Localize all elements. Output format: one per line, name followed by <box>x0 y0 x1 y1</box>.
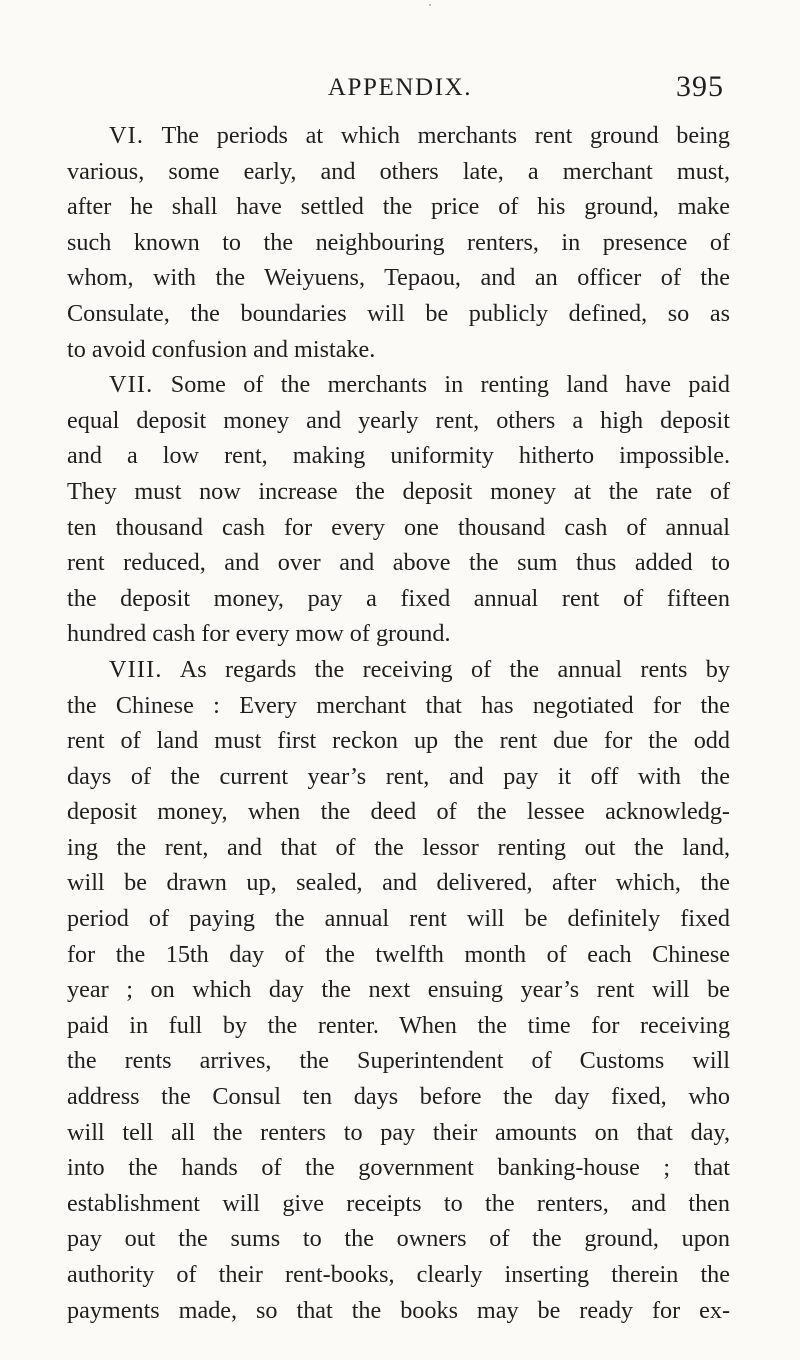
article-number: VI. <box>109 122 145 149</box>
page-body <box>67 118 730 1328</box>
print-speck <box>429 4 431 6</box>
text-line: to avoid confusion and mistake. <box>67 335 376 363</box>
article-number: VIII. <box>109 655 163 683</box>
text-line: such known to the neighbouring renters, in presence of <box>67 228 730 256</box>
text-line: Consulate, the boundaries will be publicly defined, so as <box>67 299 730 327</box>
text-line: days of the current year’s rent, and pay it off with the <box>67 762 730 790</box>
text-line: VIII. As regards the receiving of the annual rents by <box>109 655 730 683</box>
text-line: ten thousand cash for every one thousand cash of annual <box>67 513 730 541</box>
text-line: will tell all the renters to pay their amounts on that day, <box>67 1118 730 1146</box>
page-number: 395 <box>676 70 724 103</box>
article-number: VII. <box>109 371 154 399</box>
text-line: whom, with the Weiyuens, Tepaou, and an officer of the <box>67 264 730 292</box>
article-vi <box>67 118 730 367</box>
text-line: establishment will give receipts to the renters, and then <box>67 1189 730 1217</box>
text-line: VI. The periods at which merchants rent ground being <box>109 122 730 149</box>
text-line: rent of land must first reckon up the rent due for the odd <box>67 727 730 755</box>
text-line: rent reduced, and over and above the sum thus added to <box>67 549 730 577</box>
page-header <box>0 66 800 110</box>
text-line: payments made, so that the books may be ready for ex- <box>67 1296 730 1324</box>
text-line: ing the rent, and that of the lessor renting out the land, <box>67 833 730 861</box>
article-vii <box>67 367 730 652</box>
text-line: They must now increase the deposit money at the rate of <box>67 477 730 505</box>
text-line: VII. Some of the merchants in renting land have paid <box>109 371 730 399</box>
text-line: pay out the sums to the owners of the ground, upon <box>67 1225 730 1253</box>
text-line: period of paying the annual rent will be definitely fixed <box>67 905 730 933</box>
text-line: the rents arrives, the Superintendent of Customs will <box>67 1047 730 1075</box>
text-line: the Chinese : Every merchant that has negotiated for the <box>67 691 730 719</box>
text-line: after he shall have settled the price of his ground, make <box>67 193 730 221</box>
text-line: and a low rent, making uniformity hitherto impossible. <box>67 442 730 470</box>
text-line: deposit money, when the deed of the lessee acknowledg- <box>67 798 730 826</box>
text-line: address the Consul ten days before the day fixed, who <box>67 1083 730 1111</box>
text-line: into the hands of the government banking-house ; that <box>67 1154 730 1182</box>
text-line: the deposit money, pay a fixed annual rent of fifteen <box>67 584 730 612</box>
text-line: hundred cash for every mow of ground. <box>67 620 451 648</box>
text-line: various, some early, and others late, a merchant must, <box>67 157 730 185</box>
text-line: authority of their rent-books, clearly inserting therein the <box>67 1261 730 1288</box>
article-viii <box>67 652 730 1328</box>
text-line: paid in full by the renter. When the time for receiving <box>67 1011 730 1039</box>
text-line: equal deposit money and yearly rent, others a high deposit <box>67 406 730 434</box>
text-line: will be drawn up, sealed, and delivered, after which, the <box>67 869 730 897</box>
text-line: year ; on which day the next ensuing year’s rent will be <box>67 976 730 1004</box>
text-line: for the 15th day of the twelfth month of each Chinese <box>67 940 730 968</box>
running-title: APPENDIX. <box>327 74 473 101</box>
